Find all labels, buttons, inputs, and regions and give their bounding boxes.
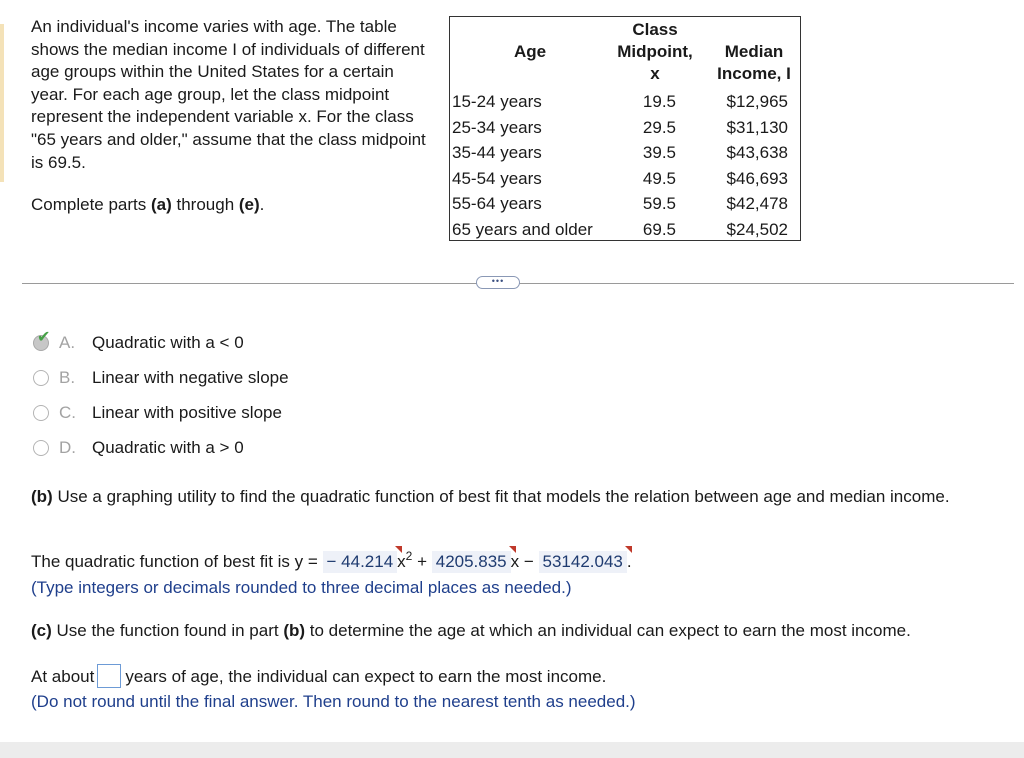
header-midpoint-line3: x xyxy=(650,64,660,83)
header-income xyxy=(708,41,800,85)
income-table xyxy=(449,16,801,241)
answer-coef-a[interactable] xyxy=(323,551,398,573)
radio-option-b[interactable] xyxy=(33,370,49,386)
coef-a-value: − 44.214 xyxy=(326,552,394,571)
bottom-bar xyxy=(0,742,1024,758)
period: . xyxy=(626,552,632,571)
table-row xyxy=(450,217,800,243)
cell-midpoint: 39.5 xyxy=(642,143,676,162)
problem-paragraph: An individual's income varies with age. The table shows the median income I of individuals of different age groups within the United States for a certain year. For each age group, let the class midpoint represent the independent variable x. For the class "65 years and older," assume that the class midpoint is 69.5. xyxy=(31,17,426,172)
option-letter: A. xyxy=(59,333,76,352)
incorrect-flag-icon xyxy=(625,546,632,553)
complete-prefix: Complete parts xyxy=(31,195,151,215)
cell-income: $42,478 xyxy=(726,194,788,213)
part-b-text: Use a graphing utility to find the quadratic function of best fit that models the relation between age and median income. xyxy=(52,487,950,506)
option-text: Quadratic with a < 0 xyxy=(92,333,244,352)
cell-midpoint: 69.5 xyxy=(642,219,676,239)
part-c-question xyxy=(31,621,911,641)
cell-age: 55-64 years xyxy=(452,194,542,213)
option-letter: B. xyxy=(59,368,76,387)
header-age: Age xyxy=(513,42,547,61)
option-text: Linear with positive slope xyxy=(92,403,282,422)
header-income-line2: Income, I xyxy=(717,64,791,83)
problem-statement xyxy=(31,16,431,217)
complete-part-a: (a) xyxy=(151,195,172,215)
answer-coef-c[interactable] xyxy=(539,551,627,573)
part-c-text2: to determine the age at which an individual can expect to earn the most income. xyxy=(305,621,911,640)
cell-age: 35-44 years xyxy=(452,143,542,162)
complete-suffix: . xyxy=(259,195,265,215)
answer-coef-b[interactable] xyxy=(432,551,511,573)
age-answer-input[interactable] xyxy=(97,664,121,688)
part-b-hint: (Type integers or decimals rounded to three decimal places as needed.) xyxy=(31,578,572,597)
cell-age: 15-24 years xyxy=(452,92,542,111)
checkmark-icon: ✔ xyxy=(37,329,51,346)
quadratic-function-line xyxy=(31,551,632,573)
cell-income: $12,965 xyxy=(726,92,788,111)
table-row xyxy=(450,89,800,115)
cell-age: 45-54 years xyxy=(452,168,542,188)
option-letter: C. xyxy=(59,403,76,422)
complete-part-e: (e) xyxy=(238,195,260,215)
minus-sign: − xyxy=(519,552,539,571)
part-c-text: Use the function found in part xyxy=(51,621,284,640)
cell-income: $43,638 xyxy=(726,143,788,162)
part-b-question xyxy=(31,486,991,508)
left-accent-bar xyxy=(0,24,4,182)
cell-income: $24,502 xyxy=(726,219,788,239)
part-c-ref: (b) xyxy=(283,621,306,640)
x-variable: x xyxy=(397,552,406,571)
incorrect-flag-icon xyxy=(509,546,516,553)
exponent: 2 xyxy=(405,549,413,563)
header-income-line1: Median xyxy=(724,42,784,61)
func-prefix: The quadratic function of best fit is y = xyxy=(31,552,323,571)
x-linear: x xyxy=(510,552,520,571)
cell-midpoint: 19.5 xyxy=(642,92,676,111)
cell-income: $46,693 xyxy=(726,168,788,188)
option-text: Linear with negative slope xyxy=(92,368,289,387)
coef-c-value: 53142.043 xyxy=(542,552,623,571)
cell-age: 65 years and older xyxy=(452,219,593,239)
table-row xyxy=(450,115,800,141)
header-midpoint-line2: Midpoint, xyxy=(617,42,693,61)
incorrect-flag-icon xyxy=(395,546,402,553)
complete-instruction xyxy=(31,194,431,217)
radio-option-d[interactable] xyxy=(33,440,49,456)
cell-midpoint: 49.5 xyxy=(642,168,676,188)
cell-age: 25-34 years xyxy=(452,117,542,137)
table-row xyxy=(450,191,800,217)
table-row xyxy=(450,166,800,192)
expand-more-button[interactable]: ••• xyxy=(476,276,520,289)
x-squared xyxy=(397,549,413,571)
answer-suffix: years of age, the individual can expect to earn the most income. xyxy=(125,667,607,686)
complete-mid: through xyxy=(171,195,239,215)
part-c-label: (c) xyxy=(31,621,52,640)
part-c-answer-line xyxy=(31,664,606,689)
cell-income: $31,130 xyxy=(726,117,788,137)
cell-midpoint: 59.5 xyxy=(642,194,676,213)
option-text: Quadratic with a > 0 xyxy=(92,438,244,457)
option-letter: D. xyxy=(59,438,76,457)
radio-option-c[interactable] xyxy=(33,405,49,421)
part-c-hint: (Do not round until the final answer. Then round to the nearest tenth as needed.) xyxy=(31,692,636,711)
part-b-label: (b) xyxy=(31,487,53,506)
header-midpoint xyxy=(605,19,705,85)
cell-midpoint: 29.5 xyxy=(642,117,676,137)
coef-b-value: 4205.835 xyxy=(435,552,507,571)
table-row xyxy=(450,140,800,166)
plus-sign: + xyxy=(412,552,432,571)
answer-prefix: At about xyxy=(31,667,95,686)
header-midpoint-line1: Class xyxy=(632,20,678,39)
